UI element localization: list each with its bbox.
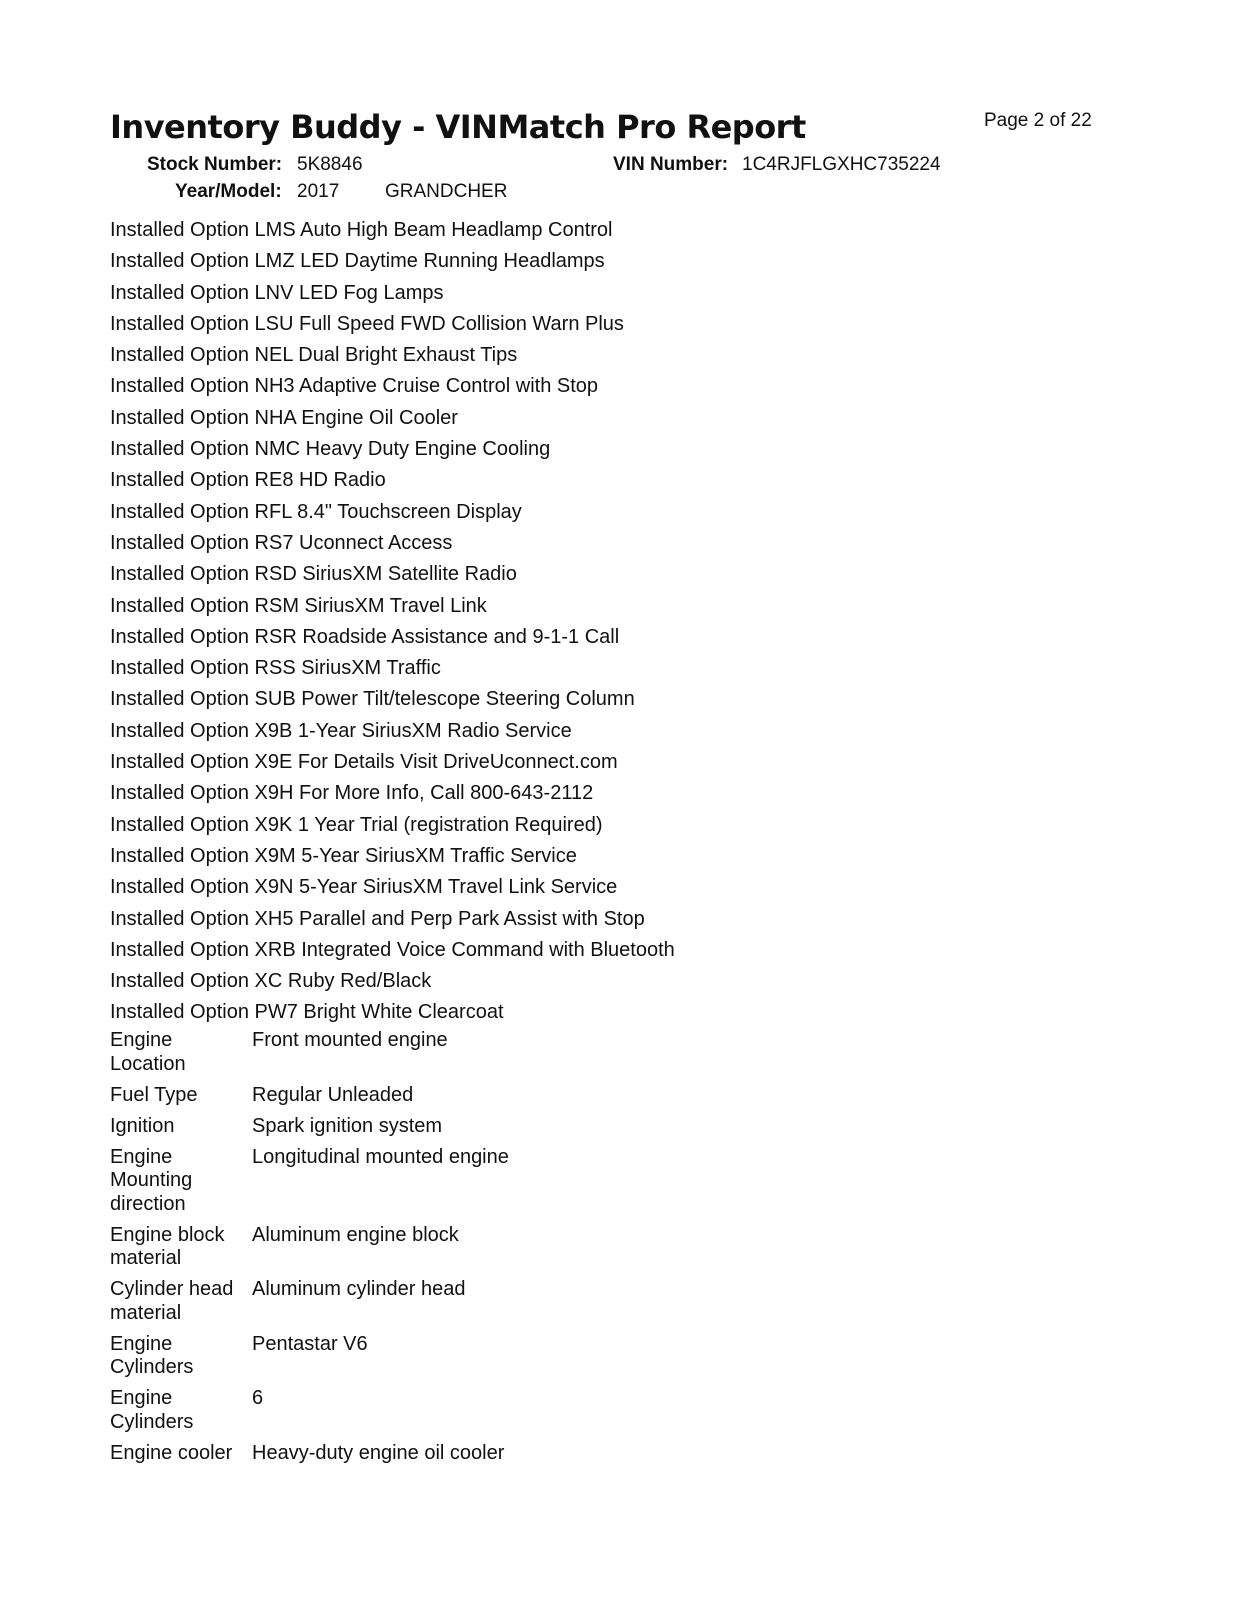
list-item: Installed Option RS7 Uconnect Access <box>110 531 453 554</box>
list-item: Installed Option NMC Heavy Duty Engine Cooling <box>110 438 551 461</box>
list-item: Installed Option X9B 1-Year SiriusXM Radio Service <box>110 719 572 742</box>
table-row <box>110 1029 509 1084</box>
spec-label: Engine Cylinders <box>110 1332 194 1378</box>
engine-specs-table <box>110 1029 509 1473</box>
table-row <box>110 1146 509 1224</box>
spec-label: Engine block material <box>110 1223 225 1269</box>
list-item: Installed Option RE8 HD Radio <box>110 469 386 492</box>
list-item: Installed Option XH5 Parallel and Perp Park Assist with Stop <box>110 907 645 930</box>
list-item: Installed Option NH3 Adaptive Cruise Control with Stop <box>110 375 599 398</box>
page-number: Page 2 of 22 <box>984 110 1092 131</box>
spec-label: Engine Mounting direction <box>110 1145 193 1215</box>
table-row <box>110 1387 509 1442</box>
stock-number-value: 5K8846 <box>297 154 363 175</box>
spec-value: Pentastar V6 <box>252 1332 368 1355</box>
spec-value: Aluminum cylinder head <box>252 1278 466 1300</box>
vin-number-label: VIN Number: <box>613 154 729 175</box>
spec-value: Front mounted engine <box>252 1029 448 1051</box>
page-title: Inventory Buddy - VINMatch Pro Report <box>110 108 806 146</box>
list-item: Installed Option X9H For More Info, Call 800-643-2112 <box>110 782 594 805</box>
list-item: Installed Option X9E For Details Visit DriveUconnect.com <box>110 751 618 774</box>
year-value: 2017 <box>297 181 340 202</box>
list-item: Installed Option LMS Auto High Beam Headlamp Control <box>110 219 613 241</box>
table-row <box>110 1084 509 1115</box>
list-item: Installed Option RFL 8.4" Touchscreen Display <box>110 500 522 523</box>
spec-value: Spark ignition system <box>252 1114 443 1137</box>
vin-number-value: 1C4RJFLGXHC735224 <box>742 154 941 175</box>
spec-label: Fuel Type <box>110 1083 198 1106</box>
list-item: Installed Option LSU Full Speed FWD Collision Warn Plus <box>110 312 624 335</box>
list-item: Installed Option NHA Engine Oil Cooler <box>110 406 458 429</box>
list-item: Installed Option LMZ LED Daytime Running Headlamps <box>110 250 605 273</box>
spec-value: Heavy-duty engine oil cooler <box>252 1441 505 1464</box>
list-item: Installed Option XRB Integrated Voice Command with Bluetooth <box>110 938 675 961</box>
list-item: Installed Option RSR Roadside Assistance and 9-1-1 Call <box>110 625 620 648</box>
year-model-label: Year/Model: <box>175 181 282 202</box>
list-item: Installed Option SUB Power Tilt/telescope Steering Column <box>110 688 635 711</box>
spec-label: Ignition <box>110 1114 175 1137</box>
spec-value: Longitudinal mounted engine <box>252 1145 509 1168</box>
list-item: Installed Option PW7 Bright White Clearcoat <box>110 1001 504 1024</box>
table-row <box>110 1224 509 1279</box>
table-row <box>110 1278 509 1333</box>
list-item: Installed Option X9N 5-Year SiriusXM Travel Link Service <box>110 876 618 899</box>
list-item: Installed Option RSM SiriusXM Travel Link <box>110 594 487 617</box>
spec-label: Engine cooler <box>110 1441 233 1464</box>
list-item: Installed Option RSD SiriusXM Satellite Radio <box>110 563 517 586</box>
installed-options-list <box>110 218 675 1032</box>
spec-label: Cylinder head material <box>110 1278 234 1324</box>
table-row <box>110 1333 509 1388</box>
model-value: GRANDCHER <box>385 181 508 202</box>
list-item: Installed Option X9M 5-Year SiriusXM Traffic Service <box>110 844 577 867</box>
list-item: Installed Option XC Ruby Red/Black <box>110 970 432 993</box>
table-row <box>110 1442 509 1473</box>
spec-value: Regular Unleaded <box>252 1083 414 1106</box>
stock-number-label: Stock Number: <box>147 154 283 175</box>
spec-value: 6 <box>252 1387 264 1409</box>
list-item: Installed Option RSS SiriusXM Traffic <box>110 657 441 680</box>
spec-label: Engine Cylinders <box>110 1387 194 1433</box>
list-item: Installed Option X9K 1 Year Trial (registration Required) <box>110 813 603 836</box>
table-row <box>110 1115 509 1146</box>
list-item: Installed Option NEL Dual Bright Exhaust Tips <box>110 344 518 367</box>
spec-label: Engine Location <box>110 1029 186 1075</box>
spec-value: Aluminum engine block <box>252 1223 459 1246</box>
list-item: Installed Option LNV LED Fog Lamps <box>110 281 444 304</box>
